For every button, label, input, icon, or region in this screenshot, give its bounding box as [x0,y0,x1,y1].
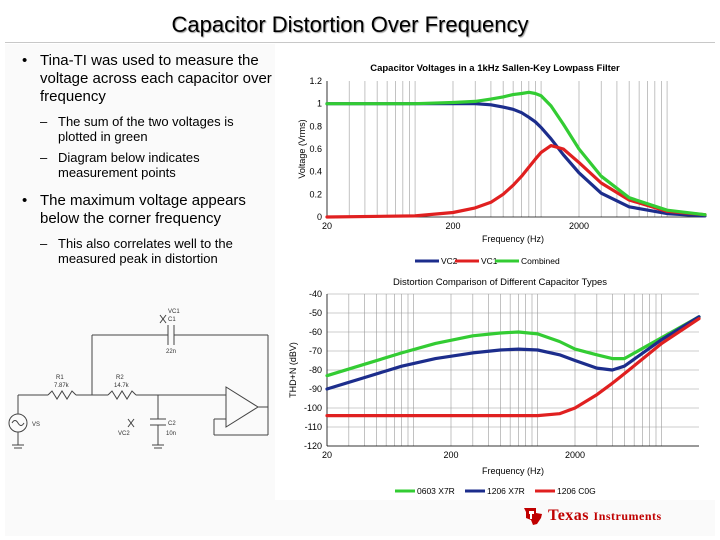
label-c1: C1 [168,317,176,323]
ti-logo-texas: Texas [548,507,590,524]
y-tick-label: -100 [303,403,322,413]
chart-title: Distortion Comparison of Different Capacitor Types [392,277,608,288]
ti-state-icon [522,505,544,527]
x-tick-label: 200 [445,221,461,231]
chart-title: Capacitor Voltages in a 1kHz Sallen-Key Lowpass Filter [370,63,620,74]
y-tick-label: 1.2 [309,76,322,86]
series-line-vc2 [327,104,705,216]
label-c2-value: 10n [166,431,177,437]
legend-label: 1206 C0G [557,486,596,496]
label-c1-value: 22n [166,349,177,355]
ti-logo [522,504,662,528]
capacitor-voltage-chart [285,55,710,275]
distortion-comparison-chart [285,272,710,500]
legend-label: Combined [521,256,560,266]
series-line-vc1 [327,146,705,217]
x-tick-label: 2000 [564,450,586,460]
bullet-2: • The maximum voltage appears below the corner frequency [22,192,272,228]
y-tick-label: -60 [308,327,322,337]
y-tick-label: 0.4 [309,166,322,177]
y-axis-label: THD+N (dBV) [288,342,298,398]
x-axis-label: Frequency (Hz) [481,466,545,476]
y-tick-label: 0.6 [309,144,322,154]
y-tick-label: -80 [308,365,322,375]
x-tick-label: 20 [321,450,333,460]
label-r1-value: 7.87k [54,383,69,389]
bullet-list [22,52,272,272]
y-tick-label: -110 [304,422,322,432]
chart-legend [415,256,560,266]
label-c2: C2 [168,421,176,427]
y-tick-label: 0.2 [309,189,322,200]
series-line-1206-x7r [327,317,699,389]
y-tick-label: 0.8 [309,121,322,132]
y-axis-label: Voltage (Vrms) [297,119,307,179]
label-r1: R1 [56,375,64,381]
label-r2: R2 [116,375,124,381]
legend-label: VC2 [441,256,458,266]
ti-logo-instruments: Instruments [593,509,662,523]
y-tick-label: -40 [308,289,322,299]
bullet-1-sub-1: – The sum of the two voltages is plotted in green [22,114,272,144]
slide-title: Capacitor Distortion Over Frequency [171,12,529,37]
y-tick-label: -50 [308,308,322,318]
x-tick-label: 20 [321,221,333,231]
bullet-2-sub-1: – This also correlates well to the measured peak in distortion [22,236,272,266]
legend-label: 0603 X7R [417,486,455,496]
label-vc2: VC2 [118,431,130,437]
filter-schematic [0,295,280,465]
title-divider [5,42,715,43]
series-line-0603-x7r [327,317,699,376]
y-tick-label: 1 [316,98,322,109]
legend-label: 1206 X7R [487,486,525,496]
y-tick-label: -90 [308,384,322,394]
chart-grid [349,81,667,217]
x-axis-label: Frequency (Hz) [481,234,545,244]
legend-label: VC1 [481,256,498,266]
label-vs: VS [32,422,41,428]
ti-logo-text [548,507,662,525]
chart-grid [327,294,699,446]
series-lines [327,92,705,217]
y-tick-label: 0 [316,212,322,222]
label-r2-value: 14.7k [114,383,129,389]
series-lines [327,317,699,416]
bullet-1: • Tina-TI was used to measure the voltage across each capacitor over frequency [22,52,272,106]
bullet-1-sub-2: – Diagram below indicates measurement points [22,150,272,180]
y-tick-label: -70 [308,346,322,356]
chart-legend [395,486,596,496]
y-tick-label: -120 [303,441,322,451]
x-tick-label: 200 [443,450,459,460]
label-vc1: VC1 [168,309,180,315]
x-tick-label: 2000 [568,221,590,231]
